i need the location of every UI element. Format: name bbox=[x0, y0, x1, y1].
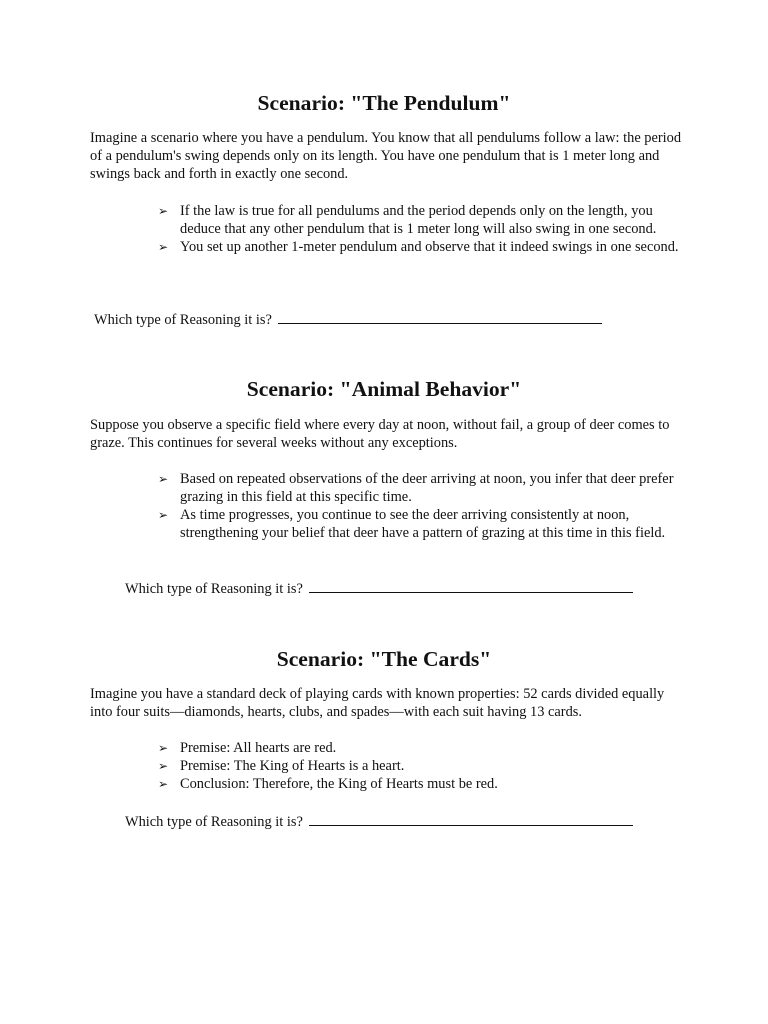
arrow-bullet-icon: ➢ bbox=[158, 240, 169, 254]
arrow-bullet-icon: ➢ bbox=[158, 777, 169, 791]
list-item bbox=[158, 238, 690, 256]
bullet-text: Premise: The King of Hearts is a heart. bbox=[180, 758, 405, 774]
bullet-list-animal-behavior bbox=[158, 470, 690, 542]
arrow-bullet-icon: ➢ bbox=[158, 741, 169, 755]
bullet-text: You set up another 1-meter pendulum and observe that it indeed swings in one second. bbox=[180, 239, 679, 255]
bullet-text: Conclusion: Therefore, the King of Hearts must be red. bbox=[180, 776, 498, 792]
question-label: Which type of Reasoning it is? bbox=[125, 581, 303, 597]
question-label: Which type of Reasoning it is? bbox=[125, 814, 303, 830]
answer-blank[interactable] bbox=[309, 811, 633, 826]
bullet-list-cards bbox=[158, 739, 690, 793]
list-item bbox=[158, 775, 690, 793]
scenario-text-cards: Imagine you have a standard deck of playing cards with known properties: 52 cards divided equally into four suits—diamonds, hearts, clubs, and spades—with each suit having 13 cards. bbox=[90, 686, 665, 720]
bullet-text: Premise: All hearts are red. bbox=[180, 740, 337, 756]
bullet-list-pendulum bbox=[158, 202, 690, 256]
list-item bbox=[158, 757, 690, 775]
list-item bbox=[158, 739, 690, 757]
arrow-bullet-icon: ➢ bbox=[158, 508, 169, 522]
list-item bbox=[158, 202, 690, 238]
question-animal-behavior bbox=[125, 578, 633, 598]
arrow-bullet-icon: ➢ bbox=[158, 759, 169, 773]
arrow-bullet-icon: ➢ bbox=[158, 204, 169, 218]
scenario-text-animal-behavior: Suppose you observe a specific field where every day at noon, without fail, a group of deer comes to graze. This continues for several weeks without any exceptions. bbox=[90, 417, 670, 451]
answer-blank[interactable] bbox=[309, 578, 633, 593]
scenario-title-cards: Scenario: "The Cards" bbox=[276, 647, 492, 671]
bullet-text: Based on repeated observations of the deer arriving at noon, you infer that deer prefer grazing in this field at this specific time. bbox=[180, 471, 674, 505]
answer-blank[interactable] bbox=[278, 309, 602, 324]
question-cards bbox=[125, 811, 633, 831]
scenario-title-pendulum: Scenario: "The Pendulum" bbox=[257, 91, 511, 115]
bullet-text: If the law is true for all pendulums and the period depends only on the length, you deduce that any other pendulum that is 1 meter long will also swing in one second. bbox=[180, 203, 657, 237]
list-item bbox=[158, 470, 690, 506]
bullet-text: As time progresses, you continue to see the deer arriving consistently at noon, strengthening your belief that deer have a pattern of grazing at this time in this field. bbox=[180, 507, 666, 541]
question-label: Which type of Reasoning it is? bbox=[94, 312, 272, 328]
arrow-bullet-icon: ➢ bbox=[158, 472, 169, 486]
scenario-text-pendulum: Imagine a scenario where you have a pendulum. You know that all pendulums follow a law: the period of a pendulum's swing depends only on its length. You have one pendulum that is 1 meter long and swings back and forth in exactly one second. bbox=[90, 130, 682, 182]
list-item bbox=[158, 506, 690, 542]
question-pendulum bbox=[94, 309, 602, 329]
scenario-title-animal-behavior: Scenario: "Animal Behavior" bbox=[246, 377, 522, 401]
